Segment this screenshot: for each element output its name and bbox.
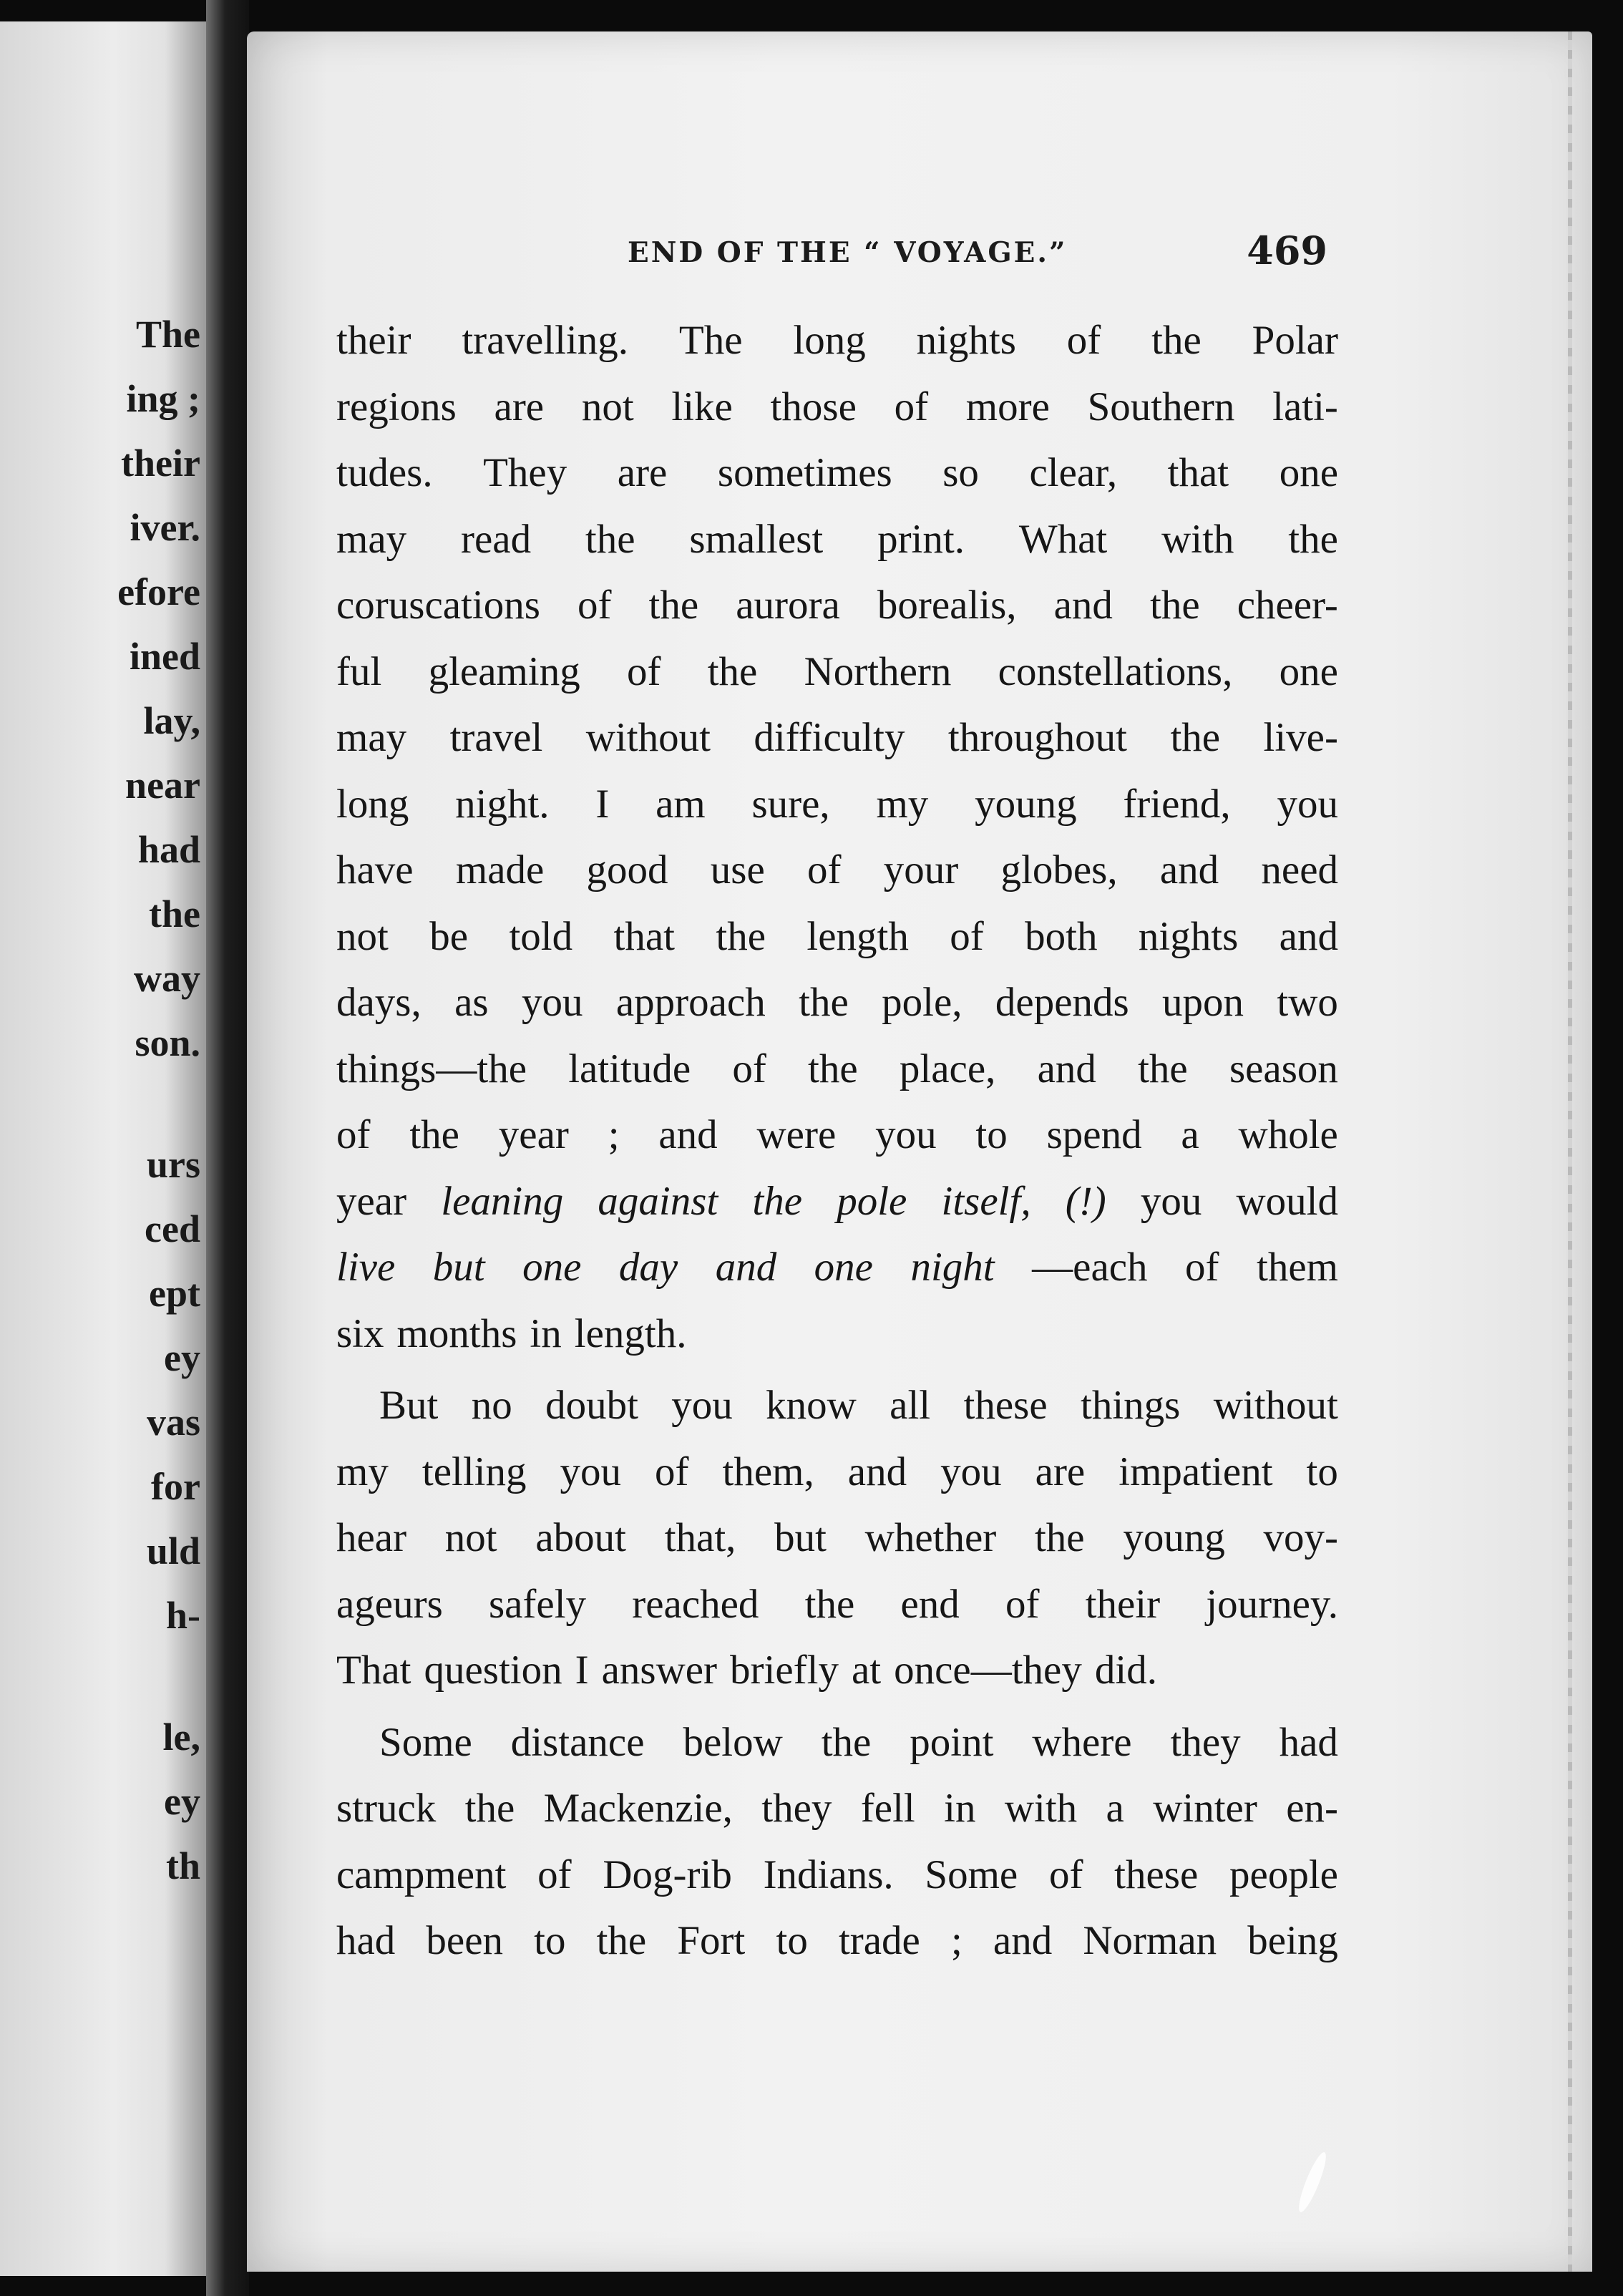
previous-page-fragment: for (151, 1465, 200, 1508)
word: safely (488, 1581, 587, 1627)
italic-word: itself, (941, 1178, 1031, 1224)
word: sure, (751, 781, 830, 827)
word: are (1035, 1449, 1086, 1494)
word: hear (336, 1515, 407, 1560)
word: the (707, 648, 758, 694)
word: whether (864, 1515, 997, 1560)
book-gutter (206, 0, 249, 2296)
word: coruscations (336, 583, 540, 628)
previous-page-margin (0, 21, 206, 2276)
word: latitude (568, 1046, 691, 1091)
word: may (336, 715, 407, 760)
word: that (1167, 450, 1229, 495)
word: my (876, 781, 929, 827)
word: both (1025, 913, 1098, 959)
word: at (851, 1648, 882, 1693)
word: about (535, 1515, 626, 1560)
word: depends (995, 980, 1129, 1025)
word: them, (722, 1449, 814, 1494)
word: Dog-rib (603, 1852, 732, 1897)
previous-page-fragment: ced (145, 1207, 200, 1250)
word: read (460, 516, 532, 562)
word: the (804, 1581, 855, 1627)
word: impatient (1118, 1449, 1273, 1494)
word: of (894, 384, 929, 429)
text-line (336, 772, 1338, 838)
word: long (336, 781, 409, 827)
word: you (671, 1383, 733, 1428)
paragraph-gap (336, 1367, 1338, 1373)
text-line (336, 1169, 1338, 1235)
word: gleaming (428, 648, 580, 694)
word: these (1114, 1852, 1199, 1897)
word: print. (877, 516, 965, 562)
word: That (336, 1648, 411, 1693)
word: told (509, 913, 573, 959)
text-line (336, 1102, 1338, 1169)
word: pole, (882, 980, 962, 1025)
word: use (710, 847, 765, 892)
word: to (776, 1918, 808, 1963)
word: without (1213, 1383, 1338, 1428)
text-line (336, 837, 1338, 904)
smudge-mark (1295, 2150, 1330, 2214)
text-line (336, 1908, 1338, 1975)
previous-page-fragment: efore (117, 570, 200, 613)
word: things—the (336, 1046, 527, 1091)
word: you (940, 1449, 1002, 1494)
italic-word: day (618, 1245, 678, 1290)
word: days, (336, 980, 421, 1025)
word: difficulty (754, 715, 905, 760)
word: they (1170, 1719, 1241, 1765)
word: long (793, 318, 866, 363)
word: you (875, 1112, 937, 1157)
word: to (1306, 1449, 1338, 1494)
word: telling (421, 1449, 527, 1494)
word: point (910, 1719, 994, 1765)
word: you (1140, 1178, 1202, 1224)
word: ful (336, 648, 382, 694)
page-number: 469 (1247, 228, 1327, 273)
word: their (1085, 1581, 1161, 1627)
word: would (1236, 1178, 1338, 1224)
word: end (900, 1581, 960, 1627)
word: in (944, 1786, 976, 1831)
word: place, (899, 1046, 996, 1091)
word: but (774, 1515, 827, 1560)
word: and (993, 1918, 1053, 1963)
word: globes, (1000, 847, 1118, 892)
word: campment (336, 1852, 507, 1897)
word: Polar (1252, 318, 1338, 363)
text-line (336, 1638, 1338, 1704)
word: the (716, 913, 766, 959)
word: of (732, 1046, 766, 1091)
word: season (1229, 1046, 1338, 1091)
word: your (883, 847, 959, 892)
previous-page-fragment: son. (135, 1021, 200, 1064)
previous-page-fragment: h- (165, 1594, 200, 1637)
text-line (336, 1572, 1338, 1638)
word: —each (1032, 1245, 1148, 1290)
word: the (799, 980, 849, 1025)
word: nights (1138, 913, 1239, 959)
italic-word: but (432, 1245, 485, 1290)
italic-word: and (715, 1245, 777, 1290)
word: travel (449, 715, 543, 760)
word: Indians. (763, 1852, 894, 1897)
word: two (1277, 980, 1338, 1025)
text-line (336, 705, 1338, 772)
previous-page-fragment: near (125, 764, 200, 807)
word: may (336, 516, 407, 562)
word: you (560, 1449, 622, 1494)
word: the (648, 583, 699, 628)
text-line (336, 1842, 1338, 1909)
word: to (975, 1112, 1008, 1157)
running-head (383, 228, 1327, 285)
word: were (756, 1112, 837, 1157)
word: spend (1046, 1112, 1142, 1157)
word: of (950, 913, 984, 959)
word: They (483, 450, 567, 495)
word: are (617, 450, 668, 495)
text-line (336, 970, 1338, 1036)
word: as (454, 980, 489, 1025)
word: The (678, 318, 743, 363)
page-edge (1568, 31, 1572, 2272)
italic-word: one (522, 1245, 582, 1290)
word: the (808, 1046, 858, 1091)
italic-word: against (598, 1178, 718, 1224)
text-line (336, 1373, 1338, 1439)
word: of (577, 583, 612, 628)
word: Mackenzie, (543, 1786, 733, 1831)
word: answer (601, 1648, 718, 1693)
word: trade (838, 1918, 920, 1963)
word: year (498, 1112, 569, 1157)
word: months (396, 1310, 517, 1356)
text-line (336, 904, 1338, 971)
word: reached (632, 1581, 759, 1627)
word: had (336, 1918, 396, 1963)
word: upon (1162, 980, 1244, 1025)
word: did. (1094, 1648, 1157, 1693)
word: are (494, 384, 545, 429)
word: below (683, 1719, 783, 1765)
word: you (1277, 781, 1338, 827)
word: those (770, 384, 857, 429)
word: the (596, 1918, 647, 1963)
word: that, (664, 1515, 736, 1560)
word: not (336, 913, 389, 959)
word: and (658, 1112, 718, 1157)
word: winter (1153, 1786, 1257, 1831)
word: Southern (1087, 384, 1235, 429)
word: smallest (689, 516, 824, 562)
word: borealis, (877, 583, 1017, 628)
word: and (847, 1449, 907, 1494)
word: of (336, 1112, 371, 1157)
word: I (575, 1648, 589, 1693)
italic-word: night (910, 1245, 995, 1290)
word: not (444, 1515, 497, 1560)
word: of (655, 1449, 689, 1494)
word: length. (574, 1310, 687, 1356)
previous-page-fragment: urs (146, 1143, 200, 1186)
word: travelling. (462, 318, 629, 363)
paragraph-gap (336, 1704, 1338, 1710)
word: their (336, 318, 411, 363)
word: to (534, 1918, 566, 1963)
text-line (336, 639, 1338, 706)
word: the (1288, 516, 1338, 562)
italic-word: the (752, 1178, 803, 1224)
word: being (1247, 1918, 1338, 1963)
word: of (1048, 1852, 1083, 1897)
word: the (1151, 318, 1202, 363)
word: tudes. (336, 450, 433, 495)
previous-page-fragment: ey (164, 1780, 200, 1823)
italic-word: leaning (441, 1178, 564, 1224)
word: with (1161, 516, 1234, 562)
word: clear, (1029, 450, 1118, 495)
word: fell (860, 1786, 915, 1831)
previous-page-fragment: th (165, 1844, 200, 1887)
text-line (336, 1301, 1338, 1368)
word: and (1279, 913, 1338, 959)
word: with (1004, 1786, 1078, 1831)
word: these (963, 1383, 1048, 1428)
word: nights (916, 318, 1016, 363)
italic-word: pole (837, 1178, 907, 1224)
word: am (655, 781, 706, 827)
word: and (1037, 1046, 1096, 1091)
previous-page-fragment: their (121, 442, 200, 485)
word: cheer- (1237, 583, 1338, 628)
word: know (766, 1383, 857, 1428)
word: been (426, 1918, 504, 1963)
previous-page-fragment: way (134, 957, 200, 1000)
previous-page-fragment: lay, (143, 699, 200, 742)
word: aurora (736, 583, 840, 628)
word: night. (455, 781, 550, 827)
word: What (1018, 516, 1108, 562)
word: where (1032, 1719, 1132, 1765)
word: more (965, 384, 1050, 429)
text-line (336, 1505, 1338, 1572)
word: things (1081, 1383, 1181, 1428)
previous-page-fragment: ined (129, 635, 200, 678)
word: without (585, 715, 711, 760)
body-text (336, 308, 1338, 1975)
word: journey. (1206, 1581, 1338, 1627)
word: struck (336, 1786, 437, 1831)
previous-page-fragment: iver. (130, 506, 200, 549)
word: and (1159, 847, 1219, 892)
word: the (585, 516, 635, 562)
word: not (581, 384, 634, 429)
word: good (586, 847, 668, 892)
word: that (613, 913, 675, 959)
word: all (890, 1383, 931, 1428)
word: of (807, 847, 842, 892)
word: of (537, 1852, 572, 1897)
word: a (1106, 1786, 1124, 1831)
italic-word: live (336, 1245, 396, 1290)
italic-word: one (814, 1245, 873, 1290)
word: you (521, 980, 583, 1025)
word: Some (925, 1852, 1018, 1897)
word: no (471, 1383, 512, 1428)
word: made (455, 847, 545, 892)
previous-page-fragment: the (149, 892, 200, 935)
word: briefly (730, 1648, 839, 1693)
word: approach (615, 980, 766, 1025)
word: I (595, 781, 610, 827)
word: doubt (545, 1383, 638, 1428)
word: like (671, 384, 733, 429)
word: of (1005, 1581, 1040, 1627)
word: But (379, 1383, 439, 1428)
previous-page-fragment: ing ; (126, 377, 200, 420)
word: lati- (1272, 384, 1338, 429)
word: live- (1263, 715, 1338, 760)
word: young (975, 781, 1077, 827)
word: of (1066, 318, 1101, 363)
word: they (761, 1786, 832, 1831)
word: them (1257, 1245, 1338, 1290)
word: Northern (804, 648, 952, 694)
word: whole (1238, 1112, 1338, 1157)
word: Norman (1083, 1918, 1217, 1963)
word: a (1181, 1112, 1199, 1157)
word: my (336, 1449, 389, 1494)
text-line (336, 1710, 1338, 1776)
word: Some (379, 1719, 472, 1765)
text-line (336, 440, 1338, 507)
previous-page-fragment: The (135, 313, 200, 356)
word: be (429, 913, 469, 959)
word: six (336, 1310, 384, 1356)
word: one (1279, 450, 1338, 495)
word: so (942, 450, 979, 495)
word: young (1123, 1515, 1225, 1560)
word: the (821, 1719, 872, 1765)
italic-word: (!) (1065, 1178, 1106, 1224)
word: one (1279, 648, 1338, 694)
word: en- (1286, 1786, 1338, 1831)
word: year (336, 1178, 407, 1224)
word: question (424, 1648, 562, 1693)
word: once—they (894, 1648, 1082, 1693)
word: ; (950, 1918, 962, 1963)
text-line (336, 374, 1338, 441)
text-line (336, 1776, 1338, 1842)
word: had (1279, 1719, 1338, 1765)
running-head-title: END OF THE “ VOYAGE.” (628, 236, 1068, 269)
word: the (464, 1786, 515, 1831)
previous-page-fragment: had (137, 828, 200, 871)
word: have (336, 847, 414, 892)
previous-page-fragment: le, (162, 1716, 200, 1759)
word: distance (510, 1719, 645, 1765)
word: people (1229, 1852, 1338, 1897)
word: length (806, 913, 909, 959)
text-line (336, 1439, 1338, 1506)
text-line (336, 1036, 1338, 1103)
text-line (336, 573, 1338, 639)
word: of (626, 648, 661, 694)
word: ageurs (336, 1581, 443, 1627)
word: of (1185, 1245, 1219, 1290)
word: in (530, 1310, 562, 1356)
text-line (336, 1235, 1338, 1301)
text-line (336, 507, 1338, 573)
word: the (1149, 583, 1200, 628)
word: voy- (1263, 1515, 1338, 1560)
word: the (409, 1112, 459, 1157)
word: constellations, (998, 648, 1233, 694)
previous-page-fragment: vas (146, 1401, 200, 1444)
previous-page-fragment: ept (149, 1272, 200, 1315)
word: throughout (947, 715, 1128, 760)
word: Fort (677, 1918, 746, 1963)
previous-page-fragment: uld (146, 1529, 200, 1572)
word: and (1053, 583, 1113, 628)
word: need (1261, 847, 1338, 892)
previous-page-fragment: ey (164, 1336, 200, 1379)
word: the (1034, 1515, 1085, 1560)
word: the (1138, 1046, 1188, 1091)
word: sometimes (717, 450, 892, 495)
word: regions (336, 384, 457, 429)
text-line (336, 308, 1338, 374)
word: friend, (1123, 781, 1231, 827)
word: ; (608, 1112, 620, 1157)
word: the (1170, 715, 1221, 760)
